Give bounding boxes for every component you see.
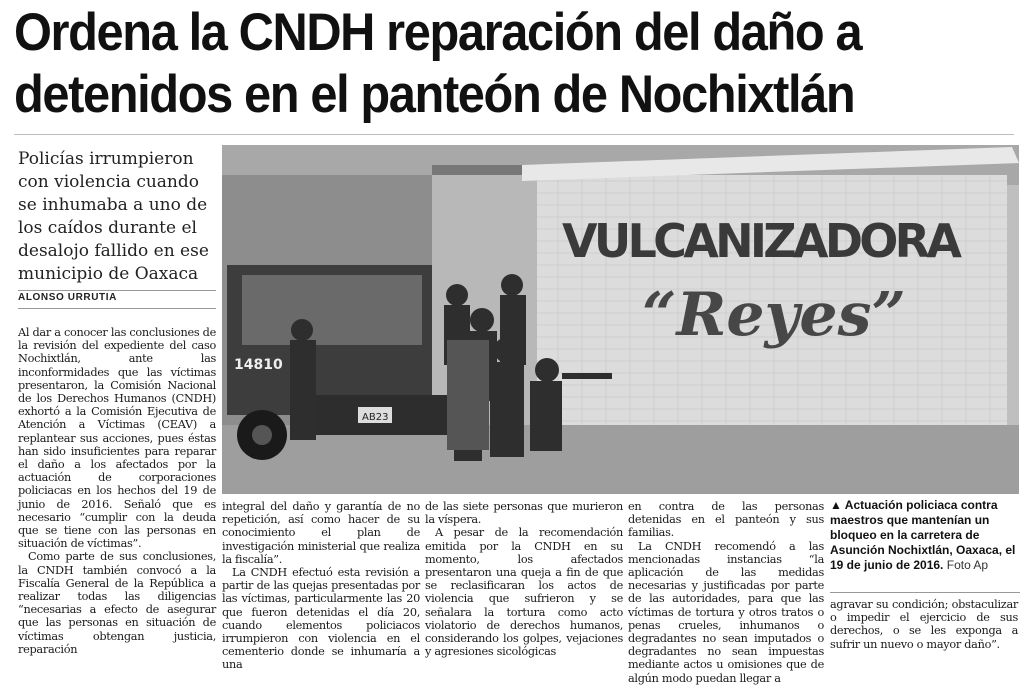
news-photo [222,145,1019,494]
headline-line-2: detenidos en el panteón de Nochixtlán [14,65,855,124]
article-column-4 [628,500,824,685]
photo-credit: Foto Ap [946,558,989,572]
wall-sign-subtext: “Reyes” [642,280,906,350]
photo-caption [830,498,1020,573]
paragraph: La CNDH efectuó esta revisión a partir de las quejas presentadas por las víctimas, particularmente las 20 que fueron detenidas el día 20, cuando elementos policiacos irrumpieron con violencia en el cementerio donde se inhumaría a una [222,566,420,672]
police-truck [227,265,452,460]
paragraph: integral del daño y garantía de no repetición, así como hacer de su conocimiento el plan de investigación ministerial que realiza la fiscalía”. [222,500,420,566]
headline [14,2,934,126]
paragraph: agravar su condición; obstaculizar o impedir el ejercicio de sus derechos, o se les exponga a sufrir un nuevo o mayor daño”. [830,598,1018,651]
paragraph: Al dar a conocer las conclusiones de la revisión del expediente del caso Nochixtlán, ante las inconformidades que las víctimas presentaron, la Comisión Nacional de los Derechos Humanos (CNDH) exhortó a la Comisión Ejecutiva de Atención a Víctimas (CEAV) a replantear sus acciones, pues éstas han sido insuficientes para reparar el daño a los afectados por la actuación de corporaciones policiacas en los hechos del 19 de junio de 2016. Señaló que es necesario “cumplir con la deuda que se tiene con las personas en situación de víctimas”. [18,326,216,551]
byline: ALONSO URRUTIA [18,292,117,303]
triangle-marker-icon: ▲ [830,498,842,512]
deck-summary: Policías irrumpieron con violencia cuando se inhumaba a uno de los caídos durante el desalojo fallido en ese municipio de Oaxaca [18,149,209,284]
article-column-5 [830,598,1018,651]
headline-line-1: Ordena la CNDH reparación del daño a [14,3,862,62]
article-column-1 [18,326,216,656]
paragraph: de las siete personas que murieron la víspera. [425,500,623,527]
article-column-2 [222,500,420,672]
paragraph: en contra de las personas detenidas en el panteón y sus familias. [628,500,824,540]
article-column-3 [425,500,623,658]
byline-bottom-rule [18,308,216,309]
truck-number: 14810 [234,357,283,373]
caption-text: Actuación policiaca contra maestros que mantenían un bloqueo en la carretera de Asunción Nochixtlán, Oaxaca, el 19 de junio de 2016. [830,498,1016,572]
paragraph: A pesar de la recomendación emitida por la CNDH en su momento, los afectados presentaron una queja a fin de que se reclasificaran los actos de violencia que sufrieron y se señalara la tortura como acto violatorio de derechos humanos, considerando los golpes, vejaciones y agresiones sicológicas [425,526,623,659]
photo-illustration [222,145,1019,494]
paragraph: Como parte de sus conclusiones, la CNDH también convocó a la Fiscalía General de la República a realizar todas las diligencias “necesarias a efecto de asegurar que las personas en situación de víctimas obtengan justicia, reparación [18,550,216,656]
caption-divider [830,592,1020,593]
truck-plate: AB23 [362,412,389,423]
headline-divider [14,134,1014,135]
paragraph: La CNDH recomendó a las mencionadas instancias “la aplicación de las medidas necesarias y justificadas por parte de las autoridades, para que las víctimas de tortura y otros tratos o penas crueles, inhumanos o degradantes no sean imputados o degradantes no sean impuestas mediante actos u omisiones que de algún modo puedan llegar a [628,539,824,685]
wall-sign-text: VULCANIZADORA [562,214,962,268]
byline-top-rule [18,290,216,291]
